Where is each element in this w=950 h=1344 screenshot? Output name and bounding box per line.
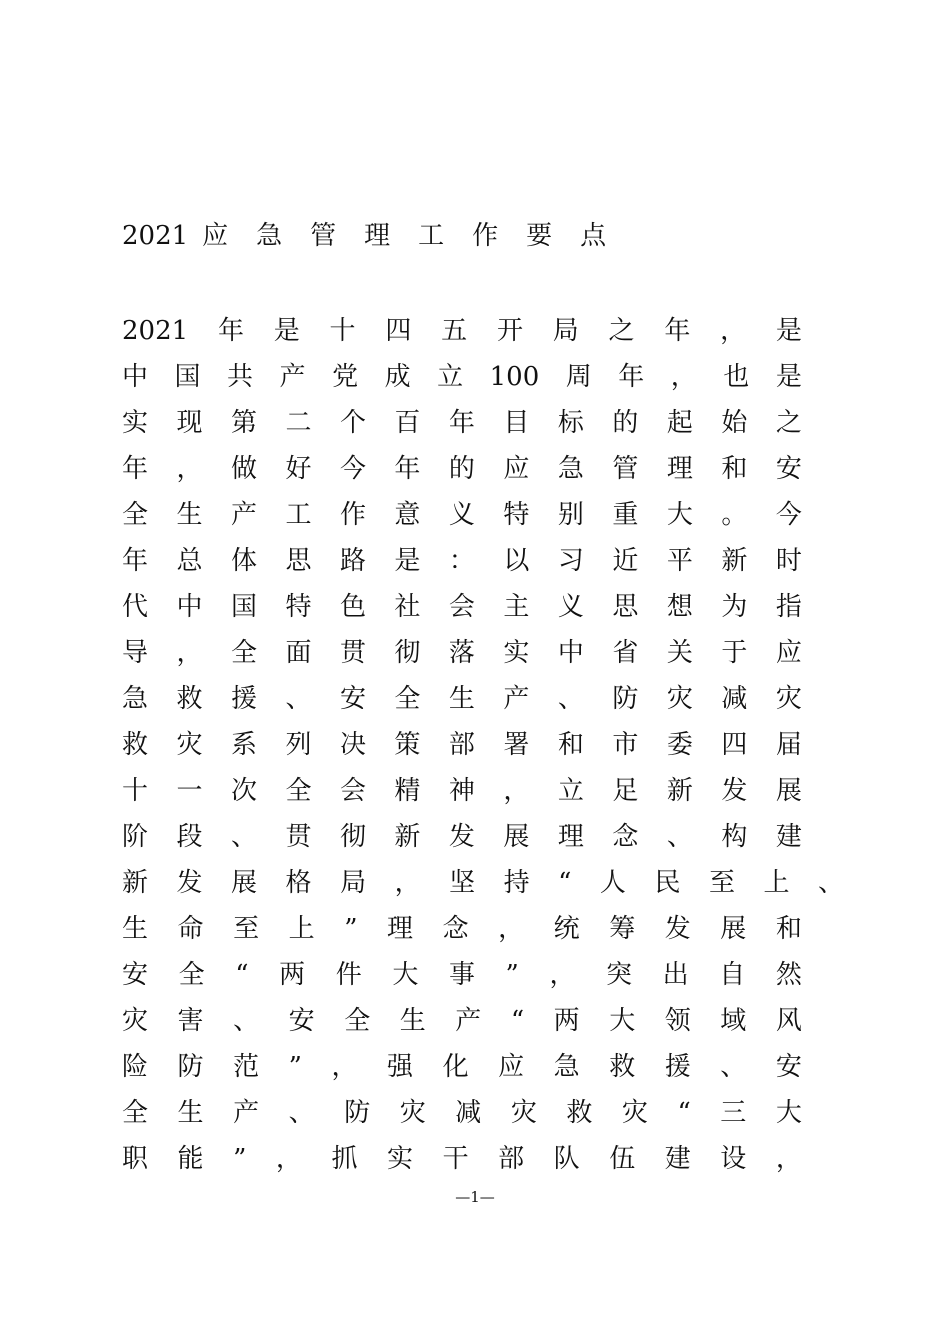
text-line	[122, 998, 802, 1044]
text-char: 减	[455, 1098, 482, 1128]
title-char: 急	[256, 221, 283, 251]
text-char: 害	[177, 1006, 204, 1036]
text-line	[122, 814, 802, 860]
text-char: 彻	[339, 822, 366, 852]
text-char: 局	[340, 868, 367, 898]
text-char: 意	[394, 500, 421, 530]
text-char: 全	[285, 776, 312, 806]
text-char: 产	[279, 362, 306, 392]
text-char: 防	[177, 1052, 204, 1082]
text-char: 实	[503, 638, 530, 668]
text-char: 安	[339, 684, 366, 714]
text-char: 平	[666, 546, 693, 576]
text-char: ”	[233, 1144, 247, 1174]
title-char: 应	[202, 221, 229, 251]
text-char: 大	[609, 1006, 636, 1036]
text-char: 委	[666, 730, 693, 760]
text-char: 产	[230, 500, 257, 530]
text-line	[122, 860, 844, 906]
text-line	[122, 676, 802, 722]
document-body	[122, 308, 842, 1182]
text-char: 建	[664, 1144, 691, 1174]
text-line	[122, 768, 802, 814]
text-char: 然	[775, 960, 802, 990]
title-char: 理	[364, 221, 391, 251]
text-line	[122, 538, 802, 584]
text-char: 贯	[339, 638, 366, 668]
text-char: 系	[230, 730, 257, 760]
text-char: 队	[553, 1144, 580, 1174]
text-char: 急	[553, 1052, 580, 1082]
text-line	[122, 400, 802, 446]
text-char: 产	[455, 1006, 482, 1036]
text-char: 援	[664, 1052, 691, 1082]
page-number: —1—	[455, 1188, 495, 1206]
text-char: ，	[670, 362, 697, 392]
text-char: 突	[606, 960, 633, 990]
text-char: 策	[394, 730, 421, 760]
text-char: 大	[392, 960, 419, 990]
text-char: ，	[503, 776, 530, 806]
text-char: “	[235, 960, 249, 990]
text-char: 和	[775, 914, 802, 944]
text-char: “	[558, 868, 572, 898]
text-char: 急	[122, 684, 149, 714]
text-char: 救	[176, 684, 203, 714]
text-char: 范	[233, 1052, 260, 1082]
text-char: 新	[666, 776, 693, 806]
text-char: 新	[122, 868, 149, 898]
text-char: ，	[176, 454, 203, 484]
text-char: 路	[339, 546, 366, 576]
text-char: 指	[775, 592, 802, 622]
text-char: 的	[448, 454, 475, 484]
text-char: 出	[662, 960, 689, 990]
text-char: 年	[448, 408, 475, 438]
text-char: 特	[285, 592, 312, 622]
text-char: 救	[122, 730, 149, 760]
text-char: 时	[775, 546, 802, 576]
text-char: 始	[721, 408, 748, 438]
text-char: 至	[233, 914, 260, 944]
text-char: ”	[505, 960, 519, 990]
text-char: 风	[775, 1006, 802, 1036]
text-char: 全	[122, 1098, 149, 1128]
text-char: 是	[775, 316, 802, 346]
text-char: 人	[599, 868, 626, 898]
text-char: 干	[442, 1144, 469, 1174]
text-char: 发	[721, 776, 748, 806]
text-char: 三	[720, 1098, 747, 1128]
text-char: 救	[566, 1098, 593, 1128]
text-char: 年	[618, 362, 645, 392]
text-char: 领	[664, 1006, 691, 1036]
text-char: 新	[394, 822, 421, 852]
text-char: 党	[332, 362, 359, 392]
text-char: 国	[230, 592, 257, 622]
text-line	[122, 1044, 802, 1090]
text-char: 。	[721, 500, 748, 530]
text-char: 自	[719, 960, 746, 990]
text-char: 总	[176, 546, 203, 576]
text-char: 四	[721, 730, 748, 760]
text-char: 构	[721, 822, 748, 852]
text-char: 以	[503, 546, 530, 576]
text-char: 100	[489, 362, 540, 392]
text-char: 代	[122, 592, 149, 622]
text-char: ，	[331, 1052, 358, 1082]
text-char: 市	[612, 730, 639, 760]
text-char: 段	[176, 822, 203, 852]
text-char: 年	[217, 316, 244, 346]
text-char: 上	[763, 868, 790, 898]
text-char: 立	[437, 362, 464, 392]
text-char: 伍	[609, 1144, 636, 1174]
text-char: 援	[230, 684, 257, 714]
text-char: 发	[448, 822, 475, 852]
text-char: 应	[503, 454, 530, 484]
text-char: ，	[394, 868, 421, 898]
text-char: 十	[329, 316, 356, 346]
text-char: ”	[288, 1052, 302, 1082]
text-char: 灾	[122, 1006, 149, 1036]
text-char: 持	[503, 868, 530, 898]
text-char: 全	[122, 500, 149, 530]
text-char: 百	[394, 408, 421, 438]
text-char: 思	[285, 546, 312, 576]
text-char: 减	[721, 684, 748, 714]
text-char: 、	[230, 822, 257, 852]
text-char: 急	[557, 454, 584, 484]
text-char: 的	[612, 408, 639, 438]
text-char: 近	[612, 546, 639, 576]
text-char: 足	[612, 776, 639, 806]
text-char: ，	[176, 638, 203, 668]
text-char: 化	[442, 1052, 469, 1082]
text-line	[122, 446, 802, 492]
text-char: 个	[339, 408, 366, 438]
text-char: 精	[394, 776, 421, 806]
text-char: ”	[344, 914, 358, 944]
text-char: 安	[775, 1052, 802, 1082]
text-char: 神	[448, 776, 475, 806]
text-char: 灾	[399, 1098, 426, 1128]
text-char: 年	[122, 454, 149, 484]
text-char: 安	[288, 1006, 315, 1036]
text-line	[122, 354, 802, 400]
text-line	[122, 722, 802, 768]
text-char: 、	[557, 684, 584, 714]
text-char: 也	[723, 362, 750, 392]
text-char: 展	[231, 868, 258, 898]
text-char: 全	[394, 684, 421, 714]
text-char: 灾	[775, 684, 802, 714]
text-char: 应	[498, 1052, 525, 1082]
text-char: 域	[720, 1006, 747, 1036]
text-char: ，	[720, 316, 747, 346]
text-char: 彻	[394, 638, 421, 668]
text-char: 中	[176, 592, 203, 622]
text-line	[122, 308, 802, 354]
text-char: 别	[557, 500, 584, 530]
text-char: 生	[176, 500, 203, 530]
text-char: 命	[177, 914, 204, 944]
text-char: ：	[448, 546, 475, 576]
text-char: 、	[666, 822, 693, 852]
text-char: 署	[503, 730, 530, 760]
text-char: 全	[178, 960, 205, 990]
text-char: 一	[176, 776, 203, 806]
text-char: 今	[339, 454, 366, 484]
text-char: 职	[122, 1144, 149, 1174]
text-char: 成	[384, 362, 411, 392]
text-char: 统	[553, 914, 580, 944]
text-char: 共	[227, 362, 254, 392]
text-char: 好	[285, 454, 312, 484]
text-char: 灾	[176, 730, 203, 760]
text-char: 理	[666, 454, 693, 484]
text-char: 民	[654, 868, 681, 898]
text-char: 安	[775, 454, 802, 484]
text-char: 部	[498, 1144, 525, 1174]
text-char: 发	[176, 868, 203, 898]
text-char: 落	[448, 638, 475, 668]
text-char: 省	[612, 638, 639, 668]
text-char: 第	[230, 408, 257, 438]
text-char: 和	[721, 454, 748, 484]
text-char: 理	[557, 822, 584, 852]
text-char: 作	[339, 500, 366, 530]
text-char: 主	[503, 592, 530, 622]
text-char: 筹	[609, 914, 636, 944]
text-char: 工	[285, 500, 312, 530]
text-char: 实	[387, 1144, 414, 1174]
text-char: 今	[775, 500, 802, 530]
text-char: 年	[394, 454, 421, 484]
text-char: 救	[609, 1052, 636, 1082]
text-char: 色	[339, 592, 366, 622]
text-char: 设	[720, 1144, 747, 1174]
text-char: 发	[664, 914, 691, 944]
text-char: 立	[557, 776, 584, 806]
text-char: 灾	[666, 684, 693, 714]
text-char: 、	[233, 1006, 260, 1036]
text-char: 灾	[510, 1098, 537, 1128]
text-char: 起	[666, 408, 693, 438]
text-line	[122, 952, 802, 998]
text-char: 生	[177, 1098, 204, 1128]
text-char: 2021	[122, 316, 189, 346]
text-char: 两	[553, 1006, 580, 1036]
text-char: 阶	[122, 822, 149, 852]
text-char: 念	[442, 914, 469, 944]
text-char: 义	[557, 592, 584, 622]
text-char: 产	[233, 1098, 260, 1128]
text-char: 于	[721, 638, 748, 668]
text-char: 十	[122, 776, 149, 806]
text-char: 特	[503, 500, 530, 530]
text-char: 会	[339, 776, 366, 806]
text-char: 上	[288, 914, 315, 944]
text-char: 大	[666, 500, 693, 530]
text-char: 思	[612, 592, 639, 622]
title-char: 工	[418, 221, 445, 251]
title-char: 要	[526, 221, 553, 251]
text-line	[122, 584, 802, 630]
text-char: ，	[498, 914, 525, 944]
text-char: ，	[549, 960, 576, 990]
text-char: 中	[557, 638, 584, 668]
text-char: 国	[174, 362, 201, 392]
text-char: 念	[612, 822, 639, 852]
text-char: 社	[394, 592, 421, 622]
text-char: 是	[775, 362, 802, 392]
document-title	[122, 216, 634, 256]
text-line	[122, 906, 802, 952]
text-char: 产	[503, 684, 530, 714]
text-line	[122, 1090, 802, 1136]
text-char: 做	[230, 454, 257, 484]
text-char: 次	[230, 776, 257, 806]
text-char: 管	[612, 454, 639, 484]
title-char: 管	[310, 221, 337, 251]
text-char: 开	[496, 316, 523, 346]
text-char: 安	[122, 960, 149, 990]
text-char: 目	[503, 408, 530, 438]
text-char: 生	[399, 1006, 426, 1036]
text-char: 展	[720, 914, 747, 944]
title-char: 点	[580, 221, 607, 251]
text-line	[122, 492, 802, 538]
text-char: 应	[775, 638, 802, 668]
text-char: 强	[387, 1052, 414, 1082]
title-year: 2021	[122, 221, 189, 251]
title-char: 作	[472, 221, 499, 251]
text-char: 是	[273, 316, 300, 346]
text-char: 会	[448, 592, 475, 622]
text-char: 生	[122, 914, 149, 944]
text-char: ，	[275, 1144, 302, 1174]
text-char: 重	[612, 500, 639, 530]
text-char: 义	[448, 500, 475, 530]
text-char: 周	[565, 362, 592, 392]
text-char: 关	[666, 638, 693, 668]
text-char: 贯	[285, 822, 312, 852]
text-char: 是	[394, 546, 421, 576]
text-char: 习	[557, 546, 584, 576]
text-char: 列	[285, 730, 312, 760]
text-char: 为	[721, 592, 748, 622]
text-char: 部	[448, 730, 475, 760]
text-char: ，	[775, 1144, 802, 1174]
text-char: 中	[122, 362, 149, 392]
text-char: 体	[230, 546, 257, 576]
text-char: 坚	[449, 868, 476, 898]
text-char: 防	[344, 1098, 371, 1128]
text-char: 二	[285, 408, 312, 438]
text-char: 标	[557, 408, 584, 438]
text-char: 决	[339, 730, 366, 760]
text-char: “	[677, 1098, 691, 1128]
text-char: 年	[664, 316, 691, 346]
text-char: 五	[441, 316, 468, 346]
text-char: 全	[230, 638, 257, 668]
text-char: 、	[720, 1052, 747, 1082]
text-char: 展	[775, 776, 802, 806]
text-char: 事	[448, 960, 475, 990]
text-char: 新	[721, 546, 748, 576]
text-char: 想	[666, 592, 693, 622]
text-char: 能	[177, 1144, 204, 1174]
text-char: 局	[552, 316, 579, 346]
text-char: 至	[708, 868, 735, 898]
text-char: 实	[122, 408, 149, 438]
text-char: 大	[775, 1098, 802, 1128]
text-char: 险	[122, 1052, 149, 1082]
text-char: 四	[385, 316, 412, 346]
text-char: 格	[285, 868, 312, 898]
text-char: 、	[817, 868, 844, 898]
text-char: 、	[288, 1098, 315, 1128]
text-char: 、	[285, 684, 312, 714]
text-line	[122, 1136, 802, 1182]
text-char: “	[510, 1006, 525, 1036]
text-char: 抓	[331, 1144, 358, 1174]
text-char: 展	[503, 822, 530, 852]
text-char: 件	[335, 960, 362, 990]
text-char: 面	[285, 638, 312, 668]
text-char: 和	[557, 730, 584, 760]
text-char: 现	[176, 408, 203, 438]
text-char: 之	[775, 408, 802, 438]
text-char: 导	[122, 638, 149, 668]
text-char: 建	[775, 822, 802, 852]
text-char: 灾	[621, 1098, 648, 1128]
text-char: 年	[122, 546, 149, 576]
text-char: 之	[608, 316, 635, 346]
text-char: 届	[775, 730, 802, 760]
text-char: 防	[612, 684, 639, 714]
text-char: 理	[387, 914, 414, 944]
text-char: 生	[448, 684, 475, 714]
text-char: 全	[344, 1006, 371, 1036]
text-line	[122, 630, 802, 676]
text-char: 两	[279, 960, 306, 990]
